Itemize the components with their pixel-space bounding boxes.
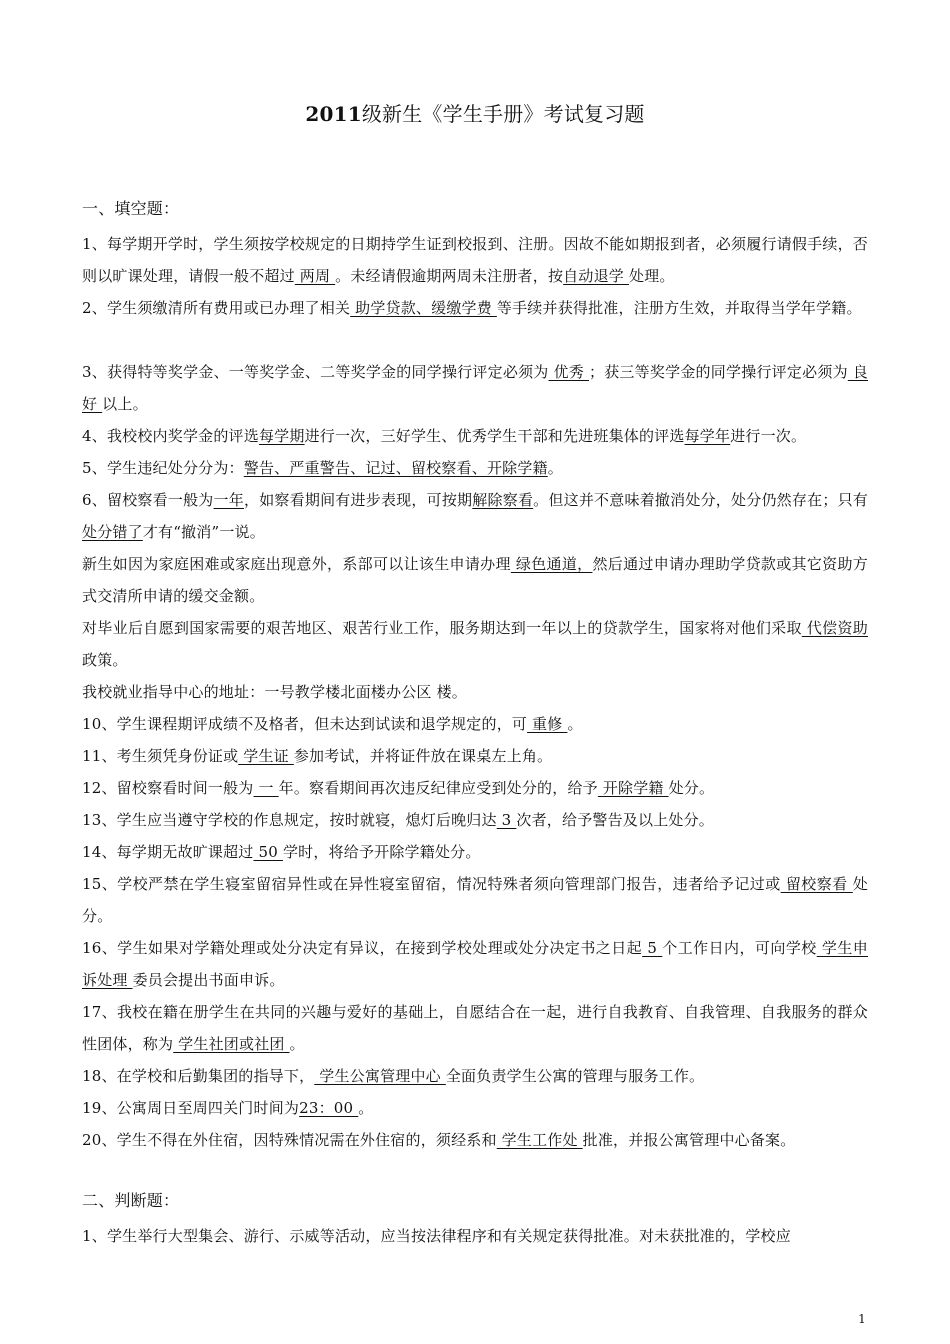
question-4: 4、我校校内奖学金的评选每学期进行一次，三好学生、优秀学生干部和先进班集体的评选每学年进行一次。 xyxy=(82,427,807,445)
document-title xyxy=(0,98,950,127)
question-18: 18、在学校和后勤集团的指导下， 学生公寓管理中心 全面负责学生公寓的管理与服务工作。 xyxy=(82,1067,705,1085)
question-3: 3、获得特等奖学金、一等奖学金、二等奖学金的同学操行评定必须为 优秀 ；获三等奖学金的同学操行评定必须为 良好 以上。 xyxy=(82,363,868,413)
answer-blank: 每学期 xyxy=(258,427,305,445)
question-8: 对毕业后自愿到国家需要的艰苦地区、艰苦行业工作，服务期达到一年以上的贷款学生，国家将对他们采取 代偿资助 政策。 xyxy=(82,619,868,669)
answer-blank: 解除察看 xyxy=(472,491,534,509)
answer-blank: 学生证 xyxy=(238,747,294,765)
answer-blank: 一 xyxy=(253,779,279,797)
answer-blank: 绿色通道， xyxy=(510,555,593,573)
answer-blank: 处分错了 xyxy=(82,523,143,541)
answer-blank: 留校察看 xyxy=(780,875,853,893)
question-9: 我校就业指导中心的地址：一号教学楼北面楼办公区 楼。 xyxy=(82,683,467,701)
question-1: 1、每学期开学时，学生须按学校规定的日期持学生证到校报到、注册。因故不能如期报到者，必须履行请假手续，否则以旷课处理，请假一般不超过 两周 。未经请假逾期两周未注册者，按自动退学 处理。 xyxy=(82,235,868,285)
answer-blank: 一年 xyxy=(213,491,244,509)
judgement-1: 1、学生举行大型集会、游行、示威等活动，应当按法律程序和有关规定获得批准。对未获批准的，学校应 xyxy=(82,1227,791,1245)
question-13: 13、学生应当遵守学校的作息规定，按时就寝，熄灯后晚归达 3 次者，给予警告及以上处分。 xyxy=(82,811,714,829)
answer-blank: 50 xyxy=(253,843,283,861)
section-heading-fill-in: 一、填空题： xyxy=(82,199,180,218)
question-16: 16、学生如果对学籍处理或处分决定有异议，在接到学校处理或处分决定书之日起 5 个工作日内，可向学校 学生申诉处理 委员会提出书面申诉。 xyxy=(82,939,868,989)
section-heading-true-false: 二、判断题： xyxy=(82,1191,180,1210)
answer-blank: 每学年 xyxy=(684,427,731,445)
answer-blank: 5 xyxy=(642,939,663,957)
answer-blank: 学生工作处 xyxy=(496,1131,583,1149)
answer-blank: 两周 xyxy=(294,267,336,285)
answer-blank: 重修 xyxy=(527,715,568,733)
answer-blank: 代偿资助 xyxy=(801,619,868,637)
question-11: 11、考生须凭身份证或 学生证 参加考试，并将证件放在课桌左上角。 xyxy=(82,747,553,765)
answer-blank: 优秀 xyxy=(548,363,589,381)
answer-blank: 警告、严重警告、记过、留校察看、开除学籍 xyxy=(243,459,548,477)
question-7: 新生如因为家庭困难或家庭出现意外，系部可以让该生申请办理 绿色通道，然后通过申请办理助学贷款或其它资助方式交清所申请的缓交金额。 xyxy=(82,555,868,605)
answer-blank: 助学贷款、缓缴学费 xyxy=(350,299,497,317)
title-text: 级新生《学生手册》考试复习题 xyxy=(361,102,645,126)
answer-blank: 学生申诉处理 xyxy=(82,939,868,989)
question-19: 19、公寓周日至周四关门时间为23：00 。 xyxy=(82,1099,374,1117)
title-year: 2011 xyxy=(305,102,362,126)
question-2: 2、学生须缴清所有费用或已办理了相关 助学贷款、缓缴学费 等手续并获得批准，注册方生效，并取得当学年学籍。 xyxy=(82,299,862,317)
question-6: 6、留校察看一般为一年，如察看期间有进步表现，可按期解除察看。但这并不意味着撤消处分，处分仍然存在；只有处分错了才有“撤消”一说。 xyxy=(82,491,868,541)
page-number: 1 xyxy=(858,1312,866,1326)
question-10: 10、学生课程期评成绩不及格者，但未达到试读和退学规定的，可 重修 。 xyxy=(82,715,583,733)
question-15: 15、学校严禁在学生寝室留宿异性或在异性寝室留宿，情况特殊者须向管理部门报告，违者给予记过或 留校察看 处分。 xyxy=(82,875,868,925)
answer-blank: 3 xyxy=(496,811,517,829)
question-14: 14、每学期无故旷课超过 50 学时，将给予开除学籍处分。 xyxy=(82,843,481,861)
answer-blank: 学生公寓管理中心 xyxy=(314,1067,446,1085)
answer-blank: 开除学籍 xyxy=(597,779,669,797)
question-12: 12、留校察看时间一般为 一 年。察看期间再次违反纪律应受到处分的，给予 开除学籍 处分。 xyxy=(82,779,715,797)
question-20: 20、学生不得在外住宿，因特殊情况需在外住宿的，须经系和 学生工作处 批准，并报公寓管理中心备案。 xyxy=(82,1131,796,1149)
answer-blank: 良好 xyxy=(82,363,868,413)
answer-blank: 学生社团或社团 xyxy=(173,1035,290,1053)
question-5: 5、学生违纪处分分为：警告、严重警告、记过、留校察看、开除学籍。 xyxy=(82,459,563,477)
answer-blank: 23：00 xyxy=(299,1099,359,1117)
answer-blank: 自动退学 xyxy=(563,267,629,285)
question-17: 17、我校在籍在册学生在共同的兴趣与爱好的基础上，自愿结合在一起，进行自我教育、自我管理、自我服务的群众性团体，称为 学生社团或社团 。 xyxy=(82,1003,868,1053)
